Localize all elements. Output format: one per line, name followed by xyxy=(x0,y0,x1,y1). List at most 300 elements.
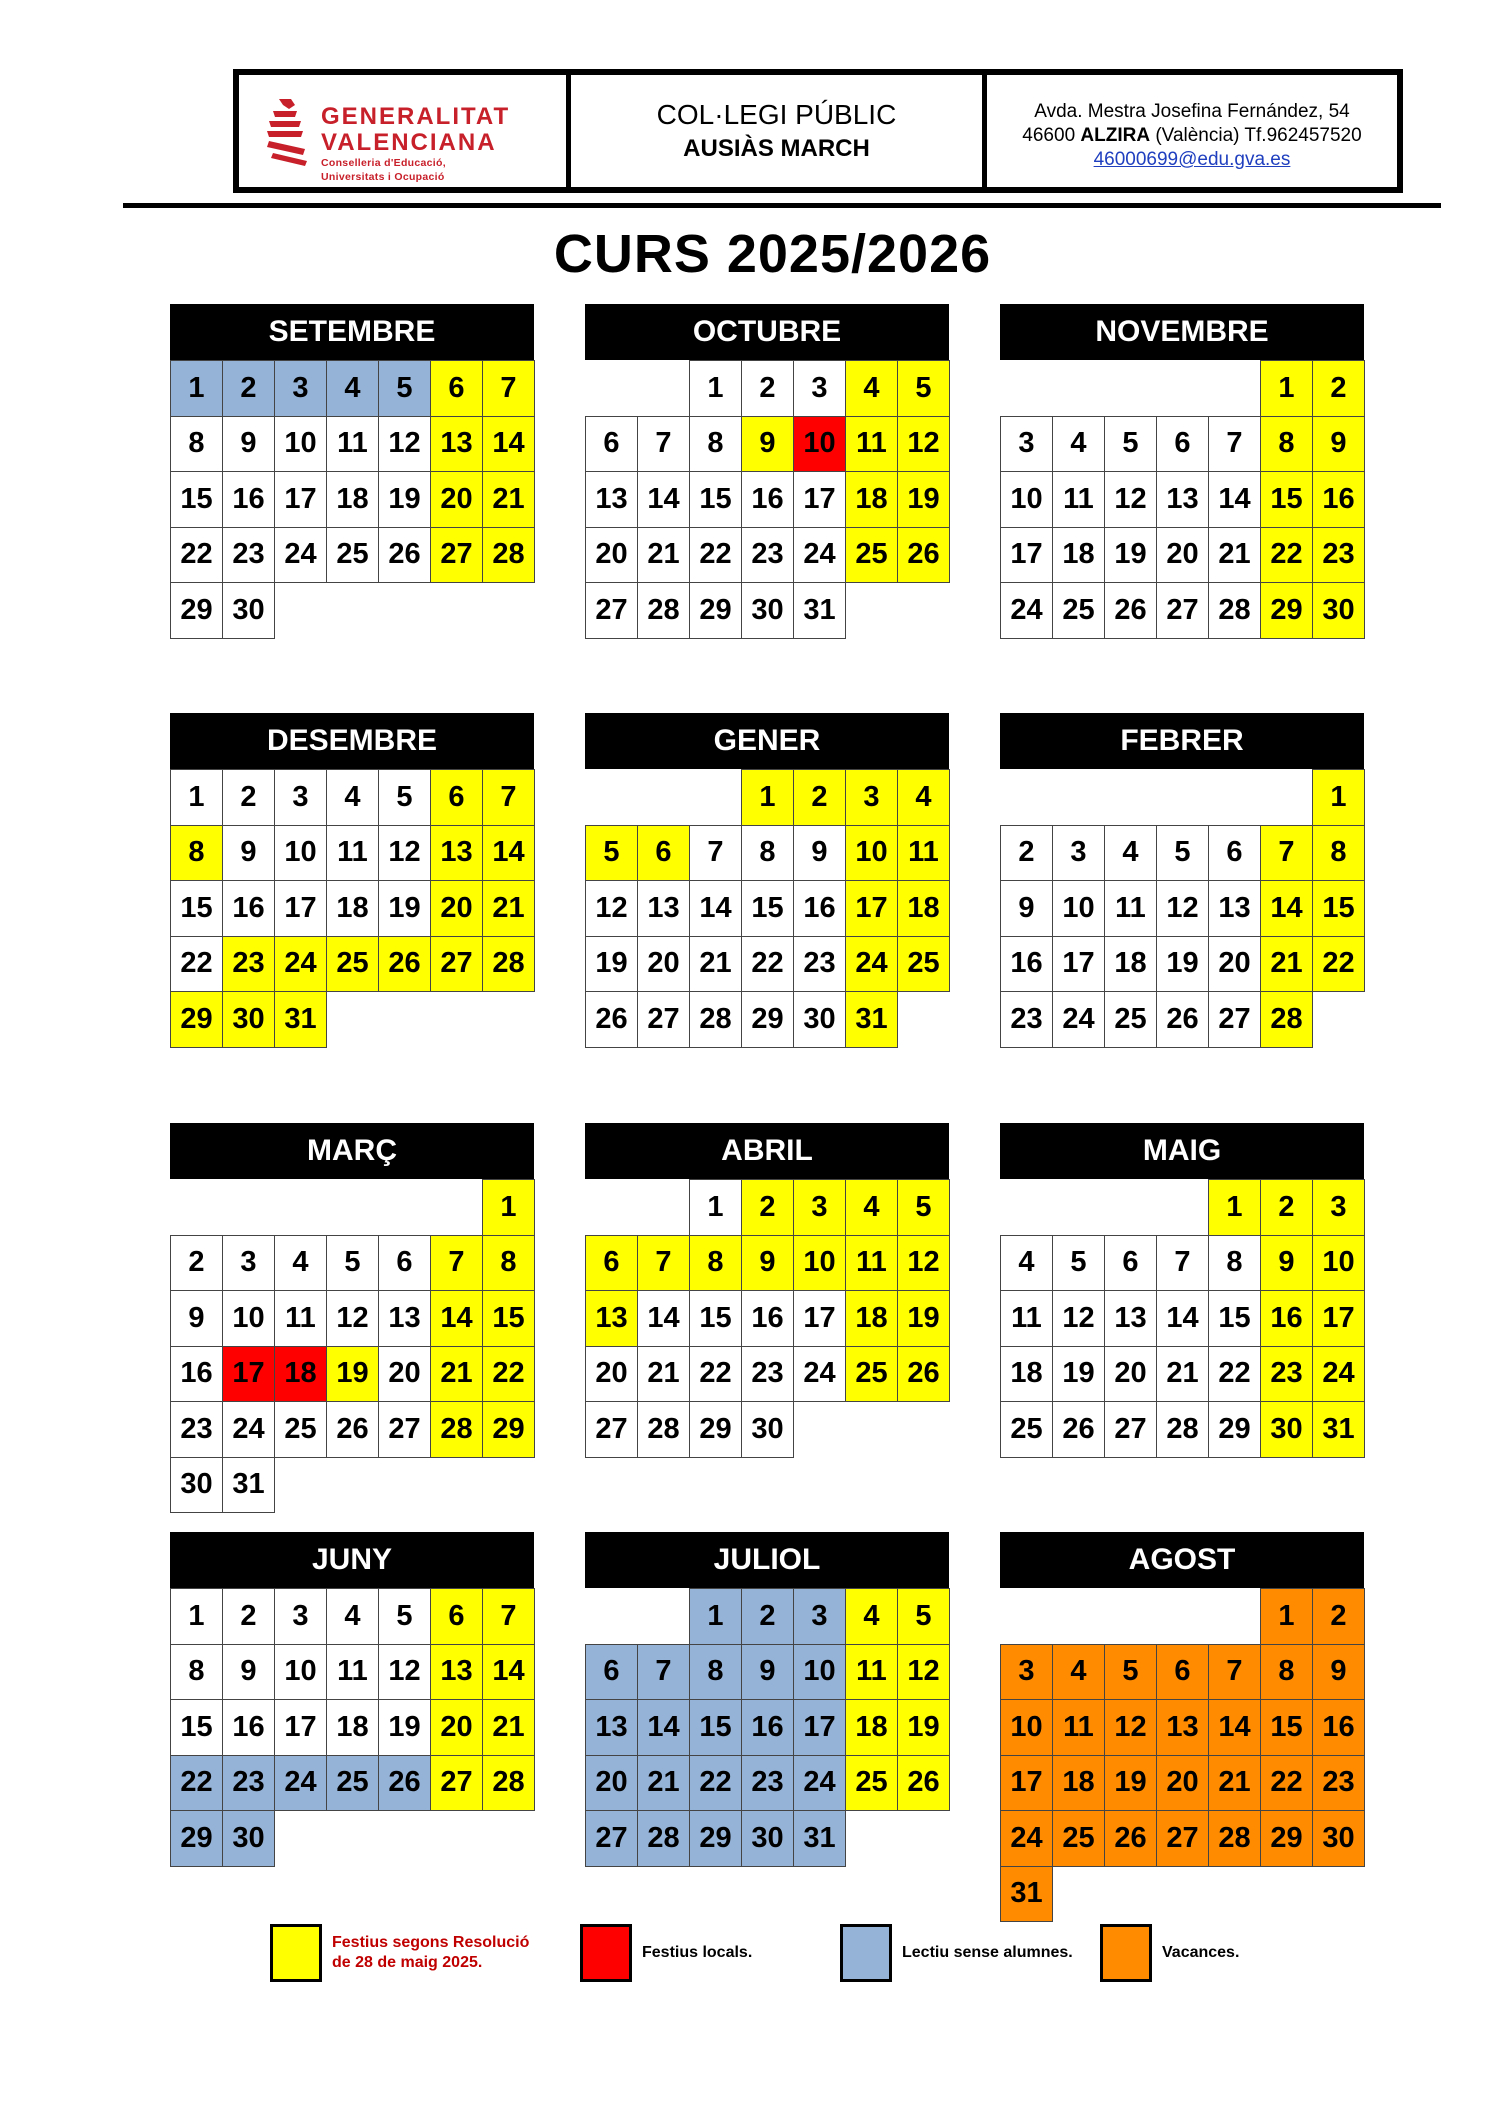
day-cell: 15 xyxy=(170,1699,223,1756)
city-name: ALZIRA xyxy=(1080,125,1151,146)
day-cell: 16 xyxy=(222,880,275,937)
day-cell: 5 xyxy=(1156,825,1209,882)
day-cell: 10 xyxy=(1000,1699,1053,1756)
day-cell: 30 xyxy=(793,991,846,1048)
day-cell: 6 xyxy=(430,769,483,826)
day-cell: 23 xyxy=(741,1755,794,1812)
day-cell: 7 xyxy=(1156,1235,1209,1292)
day-cell: 19 xyxy=(897,1290,950,1347)
legend-label: Lectiu sense alumnes. xyxy=(902,1944,1073,1961)
day-cell-empty xyxy=(637,1588,690,1645)
day-cell: 1 xyxy=(689,1179,742,1236)
day-cell: 30 xyxy=(222,1810,275,1867)
day-cell: 30 xyxy=(741,1401,794,1458)
day-cell: 19 xyxy=(378,880,431,937)
day-cell: 3 xyxy=(793,360,846,417)
day-cell: 20 xyxy=(1104,1346,1157,1403)
day-cell: 15 xyxy=(1208,1290,1261,1347)
day-cell: 11 xyxy=(897,825,950,882)
day-cell: 6 xyxy=(430,360,483,417)
day-cell-empty xyxy=(585,1588,638,1645)
day-cell: 27 xyxy=(1156,582,1209,639)
day-cell-empty xyxy=(274,1179,327,1236)
month-day-grid xyxy=(1000,1179,1364,1457)
day-cell: 27 xyxy=(1156,1810,1209,1867)
day-cell: 12 xyxy=(378,825,431,882)
day-cell: 22 xyxy=(170,936,223,993)
legend-label: Festius locals. xyxy=(642,1944,753,1961)
day-cell: 26 xyxy=(585,991,638,1048)
day-cell: 12 xyxy=(897,1235,950,1292)
day-cell-empty xyxy=(1208,1588,1261,1645)
postal-code: 46600 xyxy=(1022,125,1076,146)
day-cell: 29 xyxy=(170,582,223,639)
month-octubre xyxy=(585,304,949,638)
day-cell: 22 xyxy=(170,1755,223,1812)
day-cell-empty xyxy=(637,360,690,417)
day-cell: 7 xyxy=(1208,416,1261,473)
month-febrer xyxy=(1000,713,1364,1047)
day-cell: 11 xyxy=(1104,880,1157,937)
generalitat-logo-text xyxy=(321,105,510,182)
day-cell: 8 xyxy=(1260,1644,1313,1701)
day-cell: 17 xyxy=(845,880,898,937)
day-cell: 18 xyxy=(1000,1346,1053,1403)
day-cell: 17 xyxy=(793,1699,846,1756)
day-cell: 29 xyxy=(482,1401,535,1458)
day-cell: 1 xyxy=(1312,769,1365,826)
day-cell: 7 xyxy=(482,769,535,826)
day-cell: 30 xyxy=(741,582,794,639)
day-cell: 1 xyxy=(689,360,742,417)
month-title: MARÇ xyxy=(170,1123,534,1179)
day-cell: 5 xyxy=(378,769,431,826)
day-cell: 9 xyxy=(222,416,275,473)
day-cell: 8 xyxy=(1260,416,1313,473)
day-cell: 15 xyxy=(689,1290,742,1347)
day-cell: 18 xyxy=(326,471,379,528)
day-cell: 7 xyxy=(689,825,742,882)
day-cell: 13 xyxy=(1156,1699,1209,1756)
day-cell: 26 xyxy=(378,1755,431,1812)
day-cell: 23 xyxy=(1312,527,1365,584)
day-cell: 7 xyxy=(482,360,535,417)
day-cell: 1 xyxy=(741,769,794,826)
day-cell: 26 xyxy=(326,1401,379,1458)
day-cell: 2 xyxy=(793,769,846,826)
month-title: OCTUBRE xyxy=(585,304,949,360)
day-cell: 5 xyxy=(1052,1235,1105,1292)
day-cell: 10 xyxy=(274,416,327,473)
day-cell: 1 xyxy=(1260,360,1313,417)
day-cell: 19 xyxy=(378,1699,431,1756)
day-cell: 13 xyxy=(1104,1290,1157,1347)
day-cell: 22 xyxy=(689,1755,742,1812)
day-cell: 27 xyxy=(585,1810,638,1867)
day-cell: 6 xyxy=(1156,416,1209,473)
day-cell: 28 xyxy=(637,1810,690,1867)
day-cell: 16 xyxy=(1312,1699,1365,1756)
day-cell: 12 xyxy=(585,880,638,937)
day-cell: 2 xyxy=(222,1588,275,1645)
day-cell: 12 xyxy=(897,1644,950,1701)
day-cell: 28 xyxy=(482,936,535,993)
day-cell: 3 xyxy=(274,769,327,826)
day-cell: 28 xyxy=(1260,991,1313,1048)
day-cell: 20 xyxy=(1156,527,1209,584)
day-cell-empty xyxy=(1000,360,1053,417)
day-cell: 1 xyxy=(170,1588,223,1645)
day-cell: 25 xyxy=(326,936,379,993)
day-cell: 17 xyxy=(793,1290,846,1347)
day-cell: 31 xyxy=(845,991,898,1048)
day-cell: 17 xyxy=(222,1346,275,1403)
day-cell: 18 xyxy=(1052,1755,1105,1812)
day-cell-empty xyxy=(637,1179,690,1236)
day-cell: 26 xyxy=(378,527,431,584)
day-cell: 12 xyxy=(1104,1699,1157,1756)
month-title: JUNY xyxy=(170,1532,534,1588)
day-cell: 18 xyxy=(845,1699,898,1756)
day-cell: 1 xyxy=(170,360,223,417)
legend-item-red xyxy=(580,1922,752,1984)
day-cell-empty xyxy=(1260,769,1313,826)
day-cell: 21 xyxy=(1260,936,1313,993)
day-cell: 18 xyxy=(845,1290,898,1347)
school-header xyxy=(233,69,1403,193)
day-cell: 3 xyxy=(1052,825,1105,882)
month-day-grid xyxy=(1000,769,1364,1047)
day-cell: 15 xyxy=(741,880,794,937)
school-name: AUSIÀS MARCH xyxy=(683,135,870,162)
day-cell: 21 xyxy=(689,936,742,993)
day-cell-empty xyxy=(1104,769,1157,826)
day-cell: 26 xyxy=(1104,1810,1157,1867)
month-gener xyxy=(585,713,949,1047)
logo-line-valenciana: VALENCIANA xyxy=(321,129,497,156)
day-cell: 27 xyxy=(1208,991,1261,1048)
day-cell: 9 xyxy=(222,825,275,882)
day-cell: 19 xyxy=(326,1346,379,1403)
day-cell: 2 xyxy=(170,1235,223,1292)
day-cell: 25 xyxy=(1052,582,1105,639)
day-cell-empty xyxy=(1156,1588,1209,1645)
day-cell: 3 xyxy=(845,769,898,826)
day-cell: 17 xyxy=(793,471,846,528)
region-phone: (València) Tf.962457520 xyxy=(1155,125,1362,146)
day-cell: 29 xyxy=(170,1810,223,1867)
day-cell: 10 xyxy=(274,1644,327,1701)
day-cell: 13 xyxy=(1208,880,1261,937)
day-cell: 24 xyxy=(793,1755,846,1812)
legend-item-orange xyxy=(1100,1922,1239,1984)
day-cell: 20 xyxy=(1156,1755,1209,1812)
month-març xyxy=(170,1123,534,1512)
day-cell: 3 xyxy=(274,1588,327,1645)
day-cell: 24 xyxy=(222,1401,275,1458)
day-cell-empty xyxy=(585,1179,638,1236)
day-cell: 6 xyxy=(585,1644,638,1701)
day-cell-empty xyxy=(1052,769,1105,826)
day-cell: 6 xyxy=(1208,825,1261,882)
day-cell: 24 xyxy=(1052,991,1105,1048)
day-cell: 22 xyxy=(689,1346,742,1403)
day-cell: 6 xyxy=(585,1235,638,1292)
day-cell: 2 xyxy=(1260,1179,1313,1236)
day-cell: 29 xyxy=(170,991,223,1048)
day-cell-empty xyxy=(378,1179,431,1236)
month-day-grid xyxy=(585,769,949,1047)
day-cell: 15 xyxy=(689,1699,742,1756)
day-cell: 8 xyxy=(689,1235,742,1292)
day-cell: 6 xyxy=(378,1235,431,1292)
day-cell: 26 xyxy=(897,1346,950,1403)
month-day-grid xyxy=(585,360,949,638)
day-cell: 3 xyxy=(222,1235,275,1292)
day-cell: 25 xyxy=(1052,1810,1105,1867)
month-day-grid xyxy=(585,1179,949,1457)
day-cell: 23 xyxy=(1260,1346,1313,1403)
day-cell: 12 xyxy=(1052,1290,1105,1347)
month-title: GENER xyxy=(585,713,949,769)
day-cell: 16 xyxy=(1000,936,1053,993)
day-cell: 9 xyxy=(170,1290,223,1347)
day-cell: 16 xyxy=(222,1699,275,1756)
day-cell: 14 xyxy=(1208,471,1261,528)
day-cell: 5 xyxy=(897,1588,950,1645)
day-cell: 22 xyxy=(1312,936,1365,993)
day-cell: 18 xyxy=(1052,527,1105,584)
day-cell: 30 xyxy=(1260,1401,1313,1458)
day-cell: 4 xyxy=(845,1588,898,1645)
day-cell: 7 xyxy=(1260,825,1313,882)
day-cell: 25 xyxy=(845,1346,898,1403)
day-cell: 30 xyxy=(741,1810,794,1867)
month-day-grid xyxy=(585,1588,949,1866)
day-cell: 25 xyxy=(845,527,898,584)
day-cell: 3 xyxy=(1000,1644,1053,1701)
school-name-block xyxy=(571,75,987,187)
page-title: CURS 2025/2026 xyxy=(553,224,992,284)
day-cell: 14 xyxy=(637,1290,690,1347)
day-cell: 4 xyxy=(274,1235,327,1292)
day-cell: 16 xyxy=(222,471,275,528)
day-cell: 2 xyxy=(741,1179,794,1236)
day-cell: 9 xyxy=(741,416,794,473)
day-cell: 16 xyxy=(741,471,794,528)
day-cell: 11 xyxy=(1000,1290,1053,1347)
day-cell: 31 xyxy=(793,1810,846,1867)
day-cell: 19 xyxy=(1104,1755,1157,1812)
day-cell: 13 xyxy=(1156,471,1209,528)
day-cell-empty xyxy=(1156,360,1209,417)
day-cell: 29 xyxy=(689,1401,742,1458)
day-cell: 4 xyxy=(897,769,950,826)
day-cell: 4 xyxy=(1000,1235,1053,1292)
legend-label: Festius segons Resolució de 28 de maig 2025. xyxy=(332,1934,530,1971)
day-cell: 20 xyxy=(585,1346,638,1403)
day-cell-empty xyxy=(1104,1179,1157,1236)
month-juliol xyxy=(585,1532,949,1866)
day-cell: 28 xyxy=(482,1755,535,1812)
day-cell: 19 xyxy=(585,936,638,993)
day-cell: 20 xyxy=(585,527,638,584)
day-cell: 27 xyxy=(585,1401,638,1458)
day-cell: 14 xyxy=(1208,1699,1261,1756)
school-type: COL·LEGI PÚBLIC xyxy=(656,99,897,130)
day-cell: 9 xyxy=(741,1644,794,1701)
day-cell: 21 xyxy=(482,471,535,528)
day-cell: 21 xyxy=(1156,1346,1209,1403)
day-cell: 31 xyxy=(274,991,327,1048)
day-cell: 28 xyxy=(689,991,742,1048)
day-cell: 15 xyxy=(1312,880,1365,937)
month-day-grid xyxy=(1000,1588,1364,1921)
day-cell: 17 xyxy=(274,471,327,528)
day-cell: 13 xyxy=(430,825,483,882)
legend-swatch xyxy=(270,1924,322,1982)
day-cell: 21 xyxy=(637,1755,690,1812)
day-cell: 11 xyxy=(845,1235,898,1292)
day-cell: 4 xyxy=(326,360,379,417)
day-cell: 2 xyxy=(222,769,275,826)
day-cell: 5 xyxy=(897,1179,950,1236)
day-cell: 7 xyxy=(482,1588,535,1645)
day-cell: 23 xyxy=(170,1401,223,1458)
day-cell: 12 xyxy=(326,1290,379,1347)
day-cell-empty xyxy=(1208,360,1261,417)
day-cell: 26 xyxy=(378,936,431,993)
day-cell: 31 xyxy=(1000,1866,1053,1923)
day-cell: 24 xyxy=(274,1755,327,1812)
day-cell: 2 xyxy=(222,360,275,417)
day-cell-empty xyxy=(1000,1588,1053,1645)
month-title: DESEMBRE xyxy=(170,713,534,769)
day-cell: 8 xyxy=(1312,825,1365,882)
month-setembre xyxy=(170,304,534,638)
day-cell-empty xyxy=(1156,1179,1209,1236)
day-cell: 8 xyxy=(170,825,223,882)
day-cell: 21 xyxy=(1208,527,1261,584)
day-cell: 18 xyxy=(897,880,950,937)
day-cell: 27 xyxy=(430,1755,483,1812)
day-cell: 3 xyxy=(793,1179,846,1236)
day-cell-empty xyxy=(430,1179,483,1236)
day-cell: 24 xyxy=(274,527,327,584)
day-cell: 5 xyxy=(378,1588,431,1645)
day-cell: 27 xyxy=(430,527,483,584)
day-cell: 25 xyxy=(897,936,950,993)
day-cell: 19 xyxy=(1052,1346,1105,1403)
day-cell: 15 xyxy=(170,880,223,937)
day-cell: 6 xyxy=(1104,1235,1157,1292)
day-cell-empty xyxy=(1156,769,1209,826)
day-cell: 11 xyxy=(326,825,379,882)
day-cell: 1 xyxy=(1260,1588,1313,1645)
day-cell: 7 xyxy=(637,416,690,473)
day-cell: 4 xyxy=(1052,1644,1105,1701)
day-cell: 21 xyxy=(482,880,535,937)
day-cell: 16 xyxy=(741,1290,794,1347)
legend-swatch xyxy=(1100,1924,1152,1982)
day-cell: 23 xyxy=(741,527,794,584)
day-cell: 20 xyxy=(637,936,690,993)
day-cell: 22 xyxy=(1208,1346,1261,1403)
day-cell: 12 xyxy=(1104,471,1157,528)
legend-item-blue xyxy=(840,1922,1073,1984)
day-cell: 15 xyxy=(482,1290,535,1347)
day-cell: 29 xyxy=(1208,1401,1261,1458)
day-cell: 16 xyxy=(1260,1290,1313,1347)
logo-line-conselleria: Conselleria d'Educació, xyxy=(321,157,446,169)
day-cell: 25 xyxy=(274,1401,327,1458)
day-cell: 4 xyxy=(1104,825,1157,882)
day-cell: 4 xyxy=(326,769,379,826)
day-cell-empty xyxy=(1000,1179,1053,1236)
day-cell: 22 xyxy=(741,936,794,993)
day-cell: 15 xyxy=(1260,471,1313,528)
day-cell: 5 xyxy=(897,360,950,417)
day-cell: 22 xyxy=(482,1346,535,1403)
day-cell: 18 xyxy=(274,1346,327,1403)
day-cell: 23 xyxy=(793,936,846,993)
day-cell: 17 xyxy=(1000,527,1053,584)
day-cell: 11 xyxy=(845,416,898,473)
day-cell: 26 xyxy=(1052,1401,1105,1458)
day-cell: 12 xyxy=(378,1644,431,1701)
day-cell: 21 xyxy=(1208,1755,1261,1812)
day-cell: 14 xyxy=(1260,880,1313,937)
day-cell: 13 xyxy=(430,1644,483,1701)
day-cell: 30 xyxy=(1312,1810,1365,1867)
day-cell: 21 xyxy=(637,1346,690,1403)
day-cell: 10 xyxy=(1000,471,1053,528)
school-email-link[interactable]: 46000699@edu.gva.es xyxy=(1093,149,1291,170)
day-cell: 19 xyxy=(1104,527,1157,584)
day-cell: 14 xyxy=(689,880,742,937)
day-cell-empty xyxy=(1052,1179,1105,1236)
day-cell: 27 xyxy=(637,991,690,1048)
day-cell: 19 xyxy=(897,1699,950,1756)
day-cell: 2 xyxy=(741,360,794,417)
day-cell: 11 xyxy=(326,1644,379,1701)
day-cell: 14 xyxy=(482,416,535,473)
day-cell: 24 xyxy=(1000,1810,1053,1867)
month-novembre xyxy=(1000,304,1364,638)
day-cell: 27 xyxy=(378,1401,431,1458)
day-cell: 11 xyxy=(326,416,379,473)
day-cell: 22 xyxy=(170,527,223,584)
day-cell: 19 xyxy=(378,471,431,528)
month-agost xyxy=(1000,1532,1364,1921)
day-cell: 4 xyxy=(845,1179,898,1236)
day-cell: 30 xyxy=(170,1457,223,1514)
day-cell-empty xyxy=(637,769,690,826)
day-cell: 29 xyxy=(1260,1810,1313,1867)
day-cell: 25 xyxy=(1104,991,1157,1048)
day-cell: 25 xyxy=(326,1755,379,1812)
day-cell: 11 xyxy=(1052,471,1105,528)
day-cell: 11 xyxy=(274,1290,327,1347)
day-cell-empty xyxy=(1000,769,1053,826)
day-cell: 20 xyxy=(430,1699,483,1756)
header-divider xyxy=(123,203,1441,208)
day-cell: 14 xyxy=(1156,1290,1209,1347)
day-cell: 28 xyxy=(637,1401,690,1458)
day-cell: 14 xyxy=(482,825,535,882)
day-cell: 12 xyxy=(897,416,950,473)
day-cell: 3 xyxy=(793,1588,846,1645)
